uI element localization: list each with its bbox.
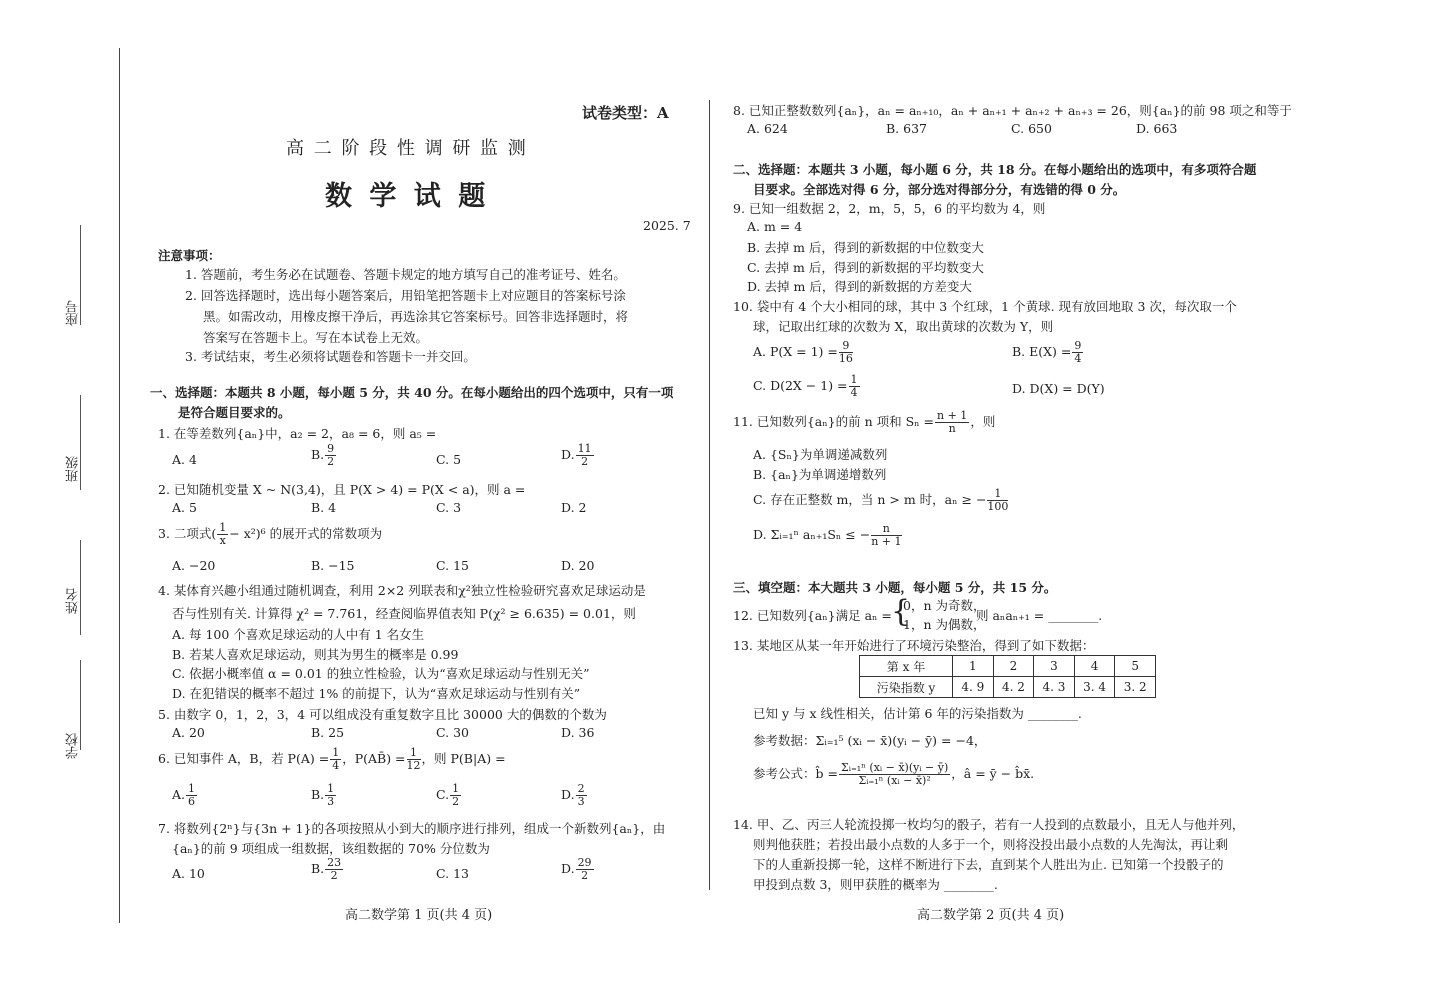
q7-option-b: B. $\frac{23}{2}$ (311, 856, 342, 882)
q4-option-a: A. 每 100 个喜欢足球运动的人中有 1 名女生 (172, 627, 425, 642)
table-cell: 2 (993, 656, 1034, 677)
table-row (860, 677, 1156, 698)
table-cell: 4. 9 (953, 677, 994, 698)
q12-case1: 0，n 为奇数， (903, 598, 986, 613)
binding-line (119, 48, 120, 923)
q13-after: 已知 y 与 x 线性相关，估计第 6 年的污染指数为 ________. (753, 706, 1082, 721)
q9-option-d: D. 去掉 m 后，得到的新数据的方差变大 (747, 279, 972, 294)
q9-option-c: C. 去掉 m 后，得到的新数据的平均数变大 (747, 260, 984, 275)
name-label: 姓名 (66, 588, 81, 614)
q11-option-b: B. {aₙ}为单调递增数列 (753, 467, 887, 482)
q3-stem: 3. 二项式( $\frac{1}{x}$ − x²)⁶ 的展开式的常数项为 (158, 521, 383, 547)
q10-option-c: C. D(2X − 1) = $\frac{1}{4}$ (753, 373, 858, 399)
q14-line3: 下的人重新投掷一轮，这样不断进行下去，直到某个人胜出为止. 已知第一个投骰子的 (753, 857, 1224, 872)
pollution-table (859, 655, 1156, 698)
q7-option-a: A. 10 (172, 866, 205, 881)
q7-stem-cont: {aₙ}的前 9 项组成一组数据，该组数据的 70% 分位数为 (172, 841, 490, 856)
notes-item2c: 答案写在答题卡上。写在本试卷上无效。 (203, 330, 429, 345)
q11-option-c: C. 存在正整数 m，当 n > m 时，aₙ ≥ − $\frac{1}{100}$ (753, 487, 1009, 513)
q10-option-b: B. E(X) = $\frac{9}{4}$ (1012, 339, 1082, 365)
q6-option-b: B. $\frac{1}{3}$ (311, 782, 335, 808)
section2-heading: 二、选择题：本题共 3 小题，每小题 6 分，共 18 分。在每小题给出的选项中，有多项符合题 (733, 162, 1257, 177)
section1-heading: 一、选择题：本题共 8 小题，每小题 5 分，共 40 分。在每小题给出的四个选项中，只有一项 (150, 385, 674, 400)
q5-option-a: A. 20 (172, 725, 205, 740)
table-cell: 3. 2 (1115, 677, 1156, 698)
q13-ref-data: 参考数据：Σᵢ₌₁⁵ (xᵢ − x̄)(yᵢ − ȳ) = −4， (753, 733, 987, 748)
table-header-cell: 第 x 年 (860, 656, 953, 677)
q2-option-a: A. 5 (172, 500, 197, 515)
footer-left: 高二数学第 1 页(共 4 页) (345, 908, 493, 923)
table-header-cell: 污染指数 y (860, 677, 953, 698)
page-title: 数 学 试 题 (325, 181, 490, 212)
section2-heading-cont: 目要求。全部选对得 6 分，部分选对得部分分，有选错的得 0 分。 (753, 182, 1126, 197)
footer-right: 高二数学第 2 页(共 4 页) (917, 908, 1065, 923)
notes-item2a: 2. 回答选择题时，选出每小题答案后，用铅笔把答题卡上对应题目的答案标号涂 (185, 288, 626, 303)
q4-option-d: D. 在犯错误的概率不超过 1% 的前提下，认为“喜欢足球运动与性别有关” (172, 686, 581, 701)
notes-item3: 3. 考试结束，考生必须将试题卷和答题卡一并交回。 (185, 349, 476, 364)
q11-stem: 11. 已知数列{aₙ}的前 n 项和 Sₙ = $\frac{n + 1}{n}$ ，则 (733, 409, 996, 435)
table-cell: 5 (1115, 656, 1156, 677)
q10-option-d: D. D(X) = D(Y) (1012, 381, 1105, 396)
q1-option-d: D. $\frac{11}{2}$ (561, 442, 592, 468)
q12-stem-cont: 则 aₙaₙ₊₁ = ________. (976, 608, 1103, 623)
q5-option-b: B. 25 (311, 725, 345, 740)
q1-stem: 1. 在等差数列{aₙ}中，a₂ = 2，a₈ = 6，则 a₅ = (158, 426, 437, 441)
q6-option-d: D. $\frac{2}{3}$ (561, 782, 585, 808)
q6-stem: 6. 已知事件 A，B，若 P(A) = $\frac{1}{4}$ ，P(AB̄) = $\frac{1}{12}$ ，则 P(B|A) = (158, 746, 506, 772)
section3-heading: 三、填空题：本大题共 3 小题，每小题 5 分，共 15 分。 (733, 580, 1057, 595)
q7-option-d: D. $\frac{29}{2}$ (561, 856, 592, 882)
table-row (860, 656, 1156, 677)
q7-option-c: C. 13 (436, 866, 469, 881)
q9-option-b: B. 去掉 m 后，得到的新数据的中位数变大 (747, 240, 984, 255)
q4-option-c: C. 依据小概率值 α = 0.01 的独立性检验，认为“喜欢足球运动与性别无关” (172, 666, 590, 681)
q5-option-c: C. 30 (436, 725, 469, 740)
q6-option-a: A. $\frac{1}{6}$ (172, 782, 196, 808)
table-cell: 4. 3 (1034, 677, 1075, 698)
q3-option-a: A. −20 (172, 558, 216, 573)
q2-option-b: B. 4 (311, 500, 337, 515)
q8-option-b: B. 637 (886, 121, 927, 136)
q3-option-b: B. −15 (311, 558, 355, 573)
q12-stem: 12. 已知数列{aₙ}满足 aₙ = (733, 608, 892, 623)
page-divider (709, 100, 710, 890)
q4-option-b: B. 若某人喜欢足球运动，则其为男生的概率是 0.99 (172, 647, 459, 662)
q13-stem: 13. 某地区从某一年开始进行了环境污染整治，得到了如下数据： (733, 638, 1095, 653)
q12-brace: { (891, 594, 911, 629)
table-cell: 3. 4 (1074, 677, 1115, 698)
q14-line2: 则判他获胜；若投出最小点数的人多于一个，则将没投出最小点数的人先淘汰，再让剩 (753, 837, 1229, 852)
table-cell: 3 (1034, 656, 1075, 677)
notes-item1: 1. 答题前，考生务必在试题卷、答题卡规定的地方填写自己的准考证号、姓名。 (185, 267, 626, 282)
notes-heading: 注意事项： (158, 248, 221, 263)
q4-stem: 4. 某体育兴趣小组通过随机调查，利用 2×2 列联表和χ²独立性检验研究喜欢足球运动是 (158, 583, 646, 598)
q9-stem: 9. 已知一组数据 2，2，m，5，5，6 的平均数为 4，则 (733, 201, 1046, 216)
q3-option-d: D. 20 (561, 558, 595, 573)
q11-option-a: A. {Sₙ}为单调递减数列 (753, 447, 888, 462)
q5-option-d: D. 36 (561, 725, 595, 740)
q14-line1: 14. 甲、乙、丙三人轮流投掷一枚均匀的骰子，若有一人投到的点数最小，且无人与他并列， (733, 817, 1245, 832)
exam-date: 2025. 7 (643, 218, 691, 233)
q2-option-c: C. 3 (436, 500, 462, 515)
q12-case2: 1，n 为偶数， (903, 617, 986, 632)
q8-option-d: D. 663 (1136, 121, 1178, 136)
q2-option-d: D. 2 (561, 500, 587, 515)
table-cell: 4. 2 (993, 677, 1034, 698)
section1-heading-cont: 是符合题目要求的。 (178, 405, 291, 420)
q4-stem-cont: 否与性别有关. 计算得 χ² = 7.761，经查阅临界值表知 P(χ² ≥ 6.635) = 0.01，则 (172, 606, 636, 621)
subtitle: 高 二 阶 段 性 调 研 监 测 (286, 138, 528, 159)
q10-stem-cont: 球，记取出红球的次数为 X，取出黄球的次数为 Y，则 (753, 319, 1054, 334)
q8-option-a: A. 624 (747, 121, 788, 136)
q1-option-c: C. 5 (436, 452, 462, 467)
q13-ref-formula: 参考公式：b̂ = $\frac{\text{Σᵢ₌₁ⁿ (xᵢ − x̄)(yᵢ − ȳ)}}{\text{Σᵢ₌₁ⁿ (xᵢ − x̄)²}}$ ，â = ȳ − b̂x̄. (753, 761, 1035, 787)
paper-type: 试卷类型：A (582, 104, 669, 122)
q9-option-a: A. m = 4 (747, 219, 803, 234)
school-label: 学校 (66, 733, 81, 759)
seat-label: 座号 (66, 300, 81, 326)
q2-stem: 2. 已知随机变量 X ~ N(3,4)，且 P(X > 4) = P(X < a)，则 a = (158, 482, 526, 497)
q3-option-c: C. 15 (436, 558, 469, 573)
q14-line4: 甲投到点数 3，则甲获胜的概率为 ________. (753, 877, 998, 892)
q10-stem: 10. 袋中有 4 个大小相同的球，其中 3 个红球，1 个黄球. 现有放回地取 3 次，每次取一个 (733, 299, 1237, 314)
q11-option-d: D. Σᵢ₌₁ⁿ aₙ₊₁Sₙ ≤ − $\frac{n}{n + 1}$ (753, 522, 902, 548)
q5-stem: 5. 由数字 0，1，2，3，4 可以组成没有重复数字且比 30000 大的偶数的个数为 (158, 707, 607, 722)
class-label: 班级 (66, 456, 81, 482)
q8-option-c: C. 650 (1011, 121, 1052, 136)
table-cell: 4 (1074, 656, 1115, 677)
q1-option-a: A. 4 (172, 452, 197, 467)
notes-item2b: 黑。如需改动，用橡皮擦干净后，再选涂其它答案标号。回答非选择题时，将 (203, 309, 629, 324)
q8-stem: 8. 已知正整数数列{aₙ}，aₙ = aₙ₊₁₀，aₙ + aₙ₊₁ + aₙ₊₂ + aₙ₊₃ = 26，则{aₙ}的前 98 项之和等于 (733, 103, 1292, 118)
q1-option-b: B. $\frac{9}{2}$ (311, 442, 335, 468)
table-cell: 1 (953, 656, 994, 677)
q6-option-c: C. $\frac{1}{2}$ (436, 782, 460, 808)
q10-option-a: A. P(X = 1) = $\frac{9}{16}$ (753, 339, 853, 365)
q7-stem: 7. 将数列{2ⁿ}与{3n + 1}的各项按照从小到大的顺序进行排列，组成一个新数列{aₙ}，由 (158, 821, 666, 836)
